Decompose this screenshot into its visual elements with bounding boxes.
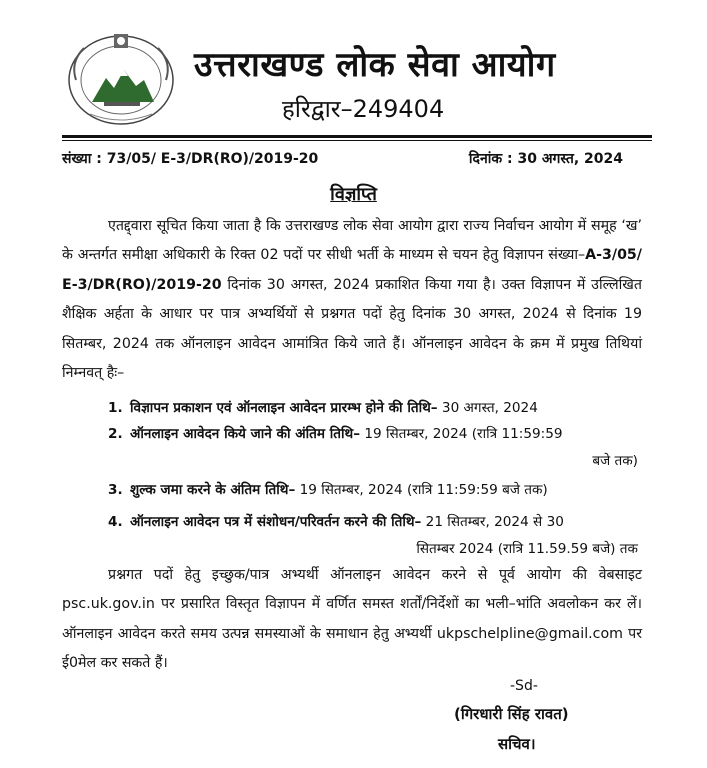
notice-heading: विज्ञप्ति [330,184,377,205]
date-item-label: ऑनलाइन आवेदन पत्र में संशोधन/परिवर्तन करने की तिथि– [130,514,422,530]
date-item-continuation: बजे तक) [592,453,638,469]
reference-number: संख्या : 73/05/ E-3/DR(RO)/2019-20 [62,151,319,167]
date-item [108,421,638,477]
commission-emblem-icon [62,30,180,130]
instructions-text: प्रश्नगत पदों हेतु इच्छुक/पात्र अभ्यर्थी ऑनलाइन आवेदन करने से पूर्व आयोग की वेबसाइट psc.uk.gov.in पर प्रसारित विस्तृत विज्ञापन में वर्णित समस्त शर्तों/निर्देशों का भली–भांति अवलोकन कर लें। ऑनलाइन आवेदन करते समय उत्पन्न समस्याओं के समाधान हेतु अभ्यर्थी ukpschelpline@gmail.com पर ई0मेल कर सकते हैं। [62,567,642,672]
signatory-name: (गिरधारी सिंह रावत) [454,705,569,723]
signatory-designation: सचिव। [498,735,536,753]
signed-marker: -Sd- [510,678,538,694]
date-item-label: शुल्क जमा करने के अंतिम तिथि– [130,482,296,498]
reference-date: दिनांक : 30 अगस्त, 2024 [468,151,623,167]
date-item-number: 2. [108,426,123,442]
date-item-value: 30 अगस्त, 2024 [437,400,538,416]
org-title: उत्तराखण्ड लोक सेवा आयोग [194,45,556,85]
instructions-paragraph [62,561,642,679]
date-item [108,477,638,509]
date-item-label: ऑनलाइन आवेदन किये जाने की अंतिम तिथि– [130,426,361,442]
date-item-continuation: सितम्बर 2024 (रात्रि 11.59.59 बजे) तक [416,541,638,557]
date-item-number: 1. [108,400,123,416]
date-item [108,509,638,559]
intro-paragraph [62,212,642,388]
date-item-value: 19 सितम्बर, 2024 (रात्रि 11:59:59 बजे तक) [295,482,548,498]
advertisement-number: A-3/05/ E-3/DR(RO)/2019-20 [62,247,642,293]
date-item-label: विज्ञापन प्रकाशन एवं ऑनलाइन आवेदन प्रारम्भ होने की तिथि– [130,400,438,416]
intro-text-part1: एतद्द्वारा सूचित किया जाता है कि उत्तराखण्ड लोक सेवा आयोग द्वारा राज्य निर्वाचन आयोग में समूह ‘ख’ के अन्तर्गत समीक्षा अधिकारी के रिक्त 02 पदों पर सीधी भर्ती के माध्यम से चयन हेतु विज्ञापन संख्या– [62,218,642,264]
org-address: हरिद्वार–249404 [282,95,445,123]
date-item-value: 19 सितम्बर, 2024 (रात्रि 11:59:59 [360,426,563,442]
date-item-number: 3. [108,482,123,498]
date-item [108,395,638,421]
date-item-number: 4. [108,514,123,530]
header-rule [62,135,652,138]
header-rule-thin [62,140,652,141]
key-dates-list [108,395,638,559]
intro-text-part2: दिनांक 30 अगस्त, 2024 प्रकाशित किया गया है। उक्त विज्ञापन में उल्लिखित शैक्षिक अर्हता के आधार पर पात्र अभ्यर्थियों से प्रश्नगत पदों हेतु दिनांक 30 अगस्त, 2024 से दिनांक 19 सितम्बर, 2024 तक ऑनलाइन आवेदन आमांत्रित किये जाते हैं। ऑनलाइन आवेदन के क्रम में प्रमुख तिथियां निम्नवत् हैः– [62,276,642,382]
date-item-value: 21 सितम्बर, 2024 से 30 [421,514,564,530]
